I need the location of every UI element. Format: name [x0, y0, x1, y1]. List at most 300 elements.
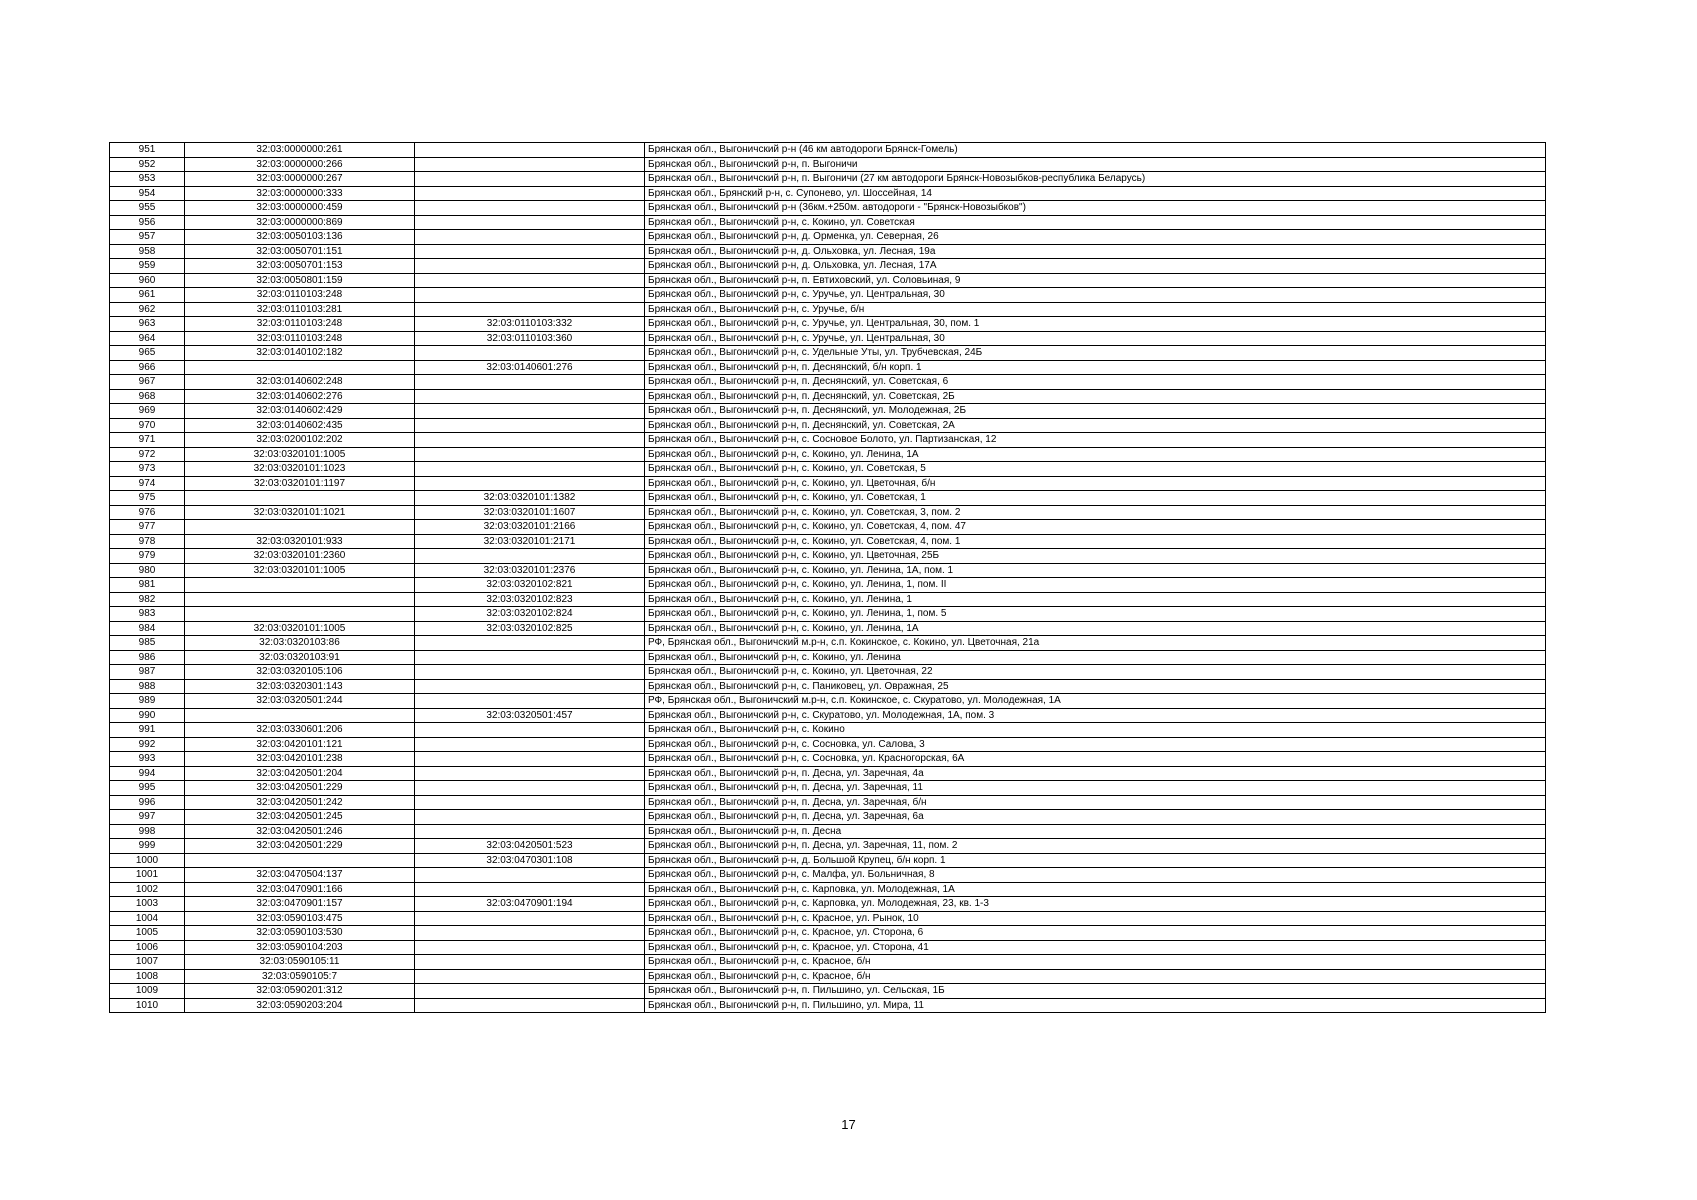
- table-row: [110, 955, 1546, 970]
- address-cell: Брянская обл., Выгоничский р-н, с. Удельные Уты, ул. Трубчевская, 24Б: [645, 346, 1546, 361]
- table-row: [110, 273, 1546, 288]
- address-cell: Брянская обл., Выгоничский р-н (46 км автодороги Брянск-Гомель): [645, 143, 1546, 158]
- building-cadastral-number-cell: 32:03:0320101:2376: [415, 563, 645, 578]
- table-row: [110, 172, 1546, 187]
- table-row: [110, 389, 1546, 404]
- table-row: [110, 781, 1546, 796]
- building-cadastral-number-cell: [415, 737, 645, 752]
- building-cadastral-number-cell: [415, 302, 645, 317]
- address-cell: Брянская обл., Выгоничский р-н, с. Кокино, ул. Ленина, 1А, пом. 1: [645, 563, 1546, 578]
- building-cadastral-number-cell: [415, 346, 645, 361]
- building-cadastral-number-cell: [415, 288, 645, 303]
- building-cadastral-number-cell: 32:03:0320102:824: [415, 607, 645, 622]
- cadastral-number-cell: [185, 520, 415, 535]
- address-cell: Брянская обл., Выгоничский р-н, с. Уручье, ул. Центральная, 30, пом. 1: [645, 317, 1546, 332]
- building-cadastral-number-cell: [415, 650, 645, 665]
- building-cadastral-number-cell: [415, 665, 645, 680]
- building-cadastral-number-cell: 32:03:0320101:2166: [415, 520, 645, 535]
- address-cell: Брянская обл., Выгоничский р-н, с. Кокино, ул. Ленина, 1А: [645, 447, 1546, 462]
- row-number-cell: 998: [110, 824, 185, 839]
- building-cadastral-number-cell: [415, 186, 645, 201]
- cadastral-number-cell: 32:03:0590103:530: [185, 926, 415, 941]
- building-cadastral-number-cell: [415, 143, 645, 158]
- building-cadastral-number-cell: [415, 259, 645, 274]
- row-number-cell: 1005: [110, 926, 185, 941]
- address-cell: Брянская обл., Выгоничский р-н, с. Кокино, ул. Ленина: [645, 650, 1546, 665]
- cadastral-number-cell: [185, 853, 415, 868]
- cadastral-number-cell: 32:03:0420501:229: [185, 839, 415, 854]
- table-row: [110, 288, 1546, 303]
- table-row: [110, 157, 1546, 172]
- building-cadastral-number-cell: [415, 926, 645, 941]
- cadastral-number-cell: 32:03:0590105:7: [185, 969, 415, 984]
- table-row: [110, 679, 1546, 694]
- address-cell: Брянская обл., Выгоничский р-н, с. Карповка, ул. Молодежная, 1А: [645, 882, 1546, 897]
- address-cell: Брянская обл., Выгоничский р-н, п. Пильшино, ул. Мира, 11: [645, 998, 1546, 1013]
- row-number-cell: 971: [110, 433, 185, 448]
- address-cell: Брянская обл., Выгоничский р-н, п. Десна: [645, 824, 1546, 839]
- cadastral-number-cell: 32:03:0320105:106: [185, 665, 415, 680]
- row-number-cell: 984: [110, 621, 185, 636]
- address-cell: Брянская обл., Выгоничский р-н, п. Десна, ул. Заречная, 4а: [645, 766, 1546, 781]
- building-cadastral-number-cell: [415, 433, 645, 448]
- table-row: [110, 795, 1546, 810]
- table-row: [110, 665, 1546, 680]
- table-row: [110, 230, 1546, 245]
- cadastral-number-cell: 32:03:0000000:333: [185, 186, 415, 201]
- address-cell: Брянская обл., Выгоничский р-н, с. Кокино, ул. Цветочная, 25Б: [645, 549, 1546, 564]
- cadastral-number-cell: 32:03:0330601:206: [185, 723, 415, 738]
- row-number-cell: 997: [110, 810, 185, 825]
- row-number-cell: 959: [110, 259, 185, 274]
- building-cadastral-number-cell: [415, 375, 645, 390]
- building-cadastral-number-cell: [415, 940, 645, 955]
- row-number-cell: 999: [110, 839, 185, 854]
- address-cell: Брянская обл., Выгоничский р-н, п. Выгоничи: [645, 157, 1546, 172]
- cadastral-number-cell: 32:03:0140102:182: [185, 346, 415, 361]
- cadastral-number-cell: 32:03:0320101:1197: [185, 476, 415, 491]
- address-cell: Брянская обл., Выгоничский р-н, п. Деснянский, ул. Советская, 2А: [645, 418, 1546, 433]
- building-cadastral-number-cell: [415, 969, 645, 984]
- building-cadastral-number-cell: [415, 679, 645, 694]
- row-number-cell: 983: [110, 607, 185, 622]
- row-number-cell: 1006: [110, 940, 185, 955]
- address-cell: Брянская обл., Выгоничский р-н, п. Десна, ул. Заречная, б/н: [645, 795, 1546, 810]
- cadastral-number-cell: 32:03:0420501:245: [185, 810, 415, 825]
- building-cadastral-number-cell: [415, 549, 645, 564]
- row-number-cell: 985: [110, 636, 185, 651]
- row-number-cell: 978: [110, 534, 185, 549]
- table-row: [110, 636, 1546, 651]
- building-cadastral-number-cell: 32:03:0320102:823: [415, 592, 645, 607]
- building-cadastral-number-cell: [415, 418, 645, 433]
- cadastral-number-cell: 32:03:0200102:202: [185, 433, 415, 448]
- cadastral-number-cell: [185, 491, 415, 506]
- cadastral-number-cell: 32:03:0470901:166: [185, 882, 415, 897]
- building-cadastral-number-cell: [415, 447, 645, 462]
- address-cell: РФ, Брянская обл., Выгоничский м.р-н, с.п. Кокинское, с. Скуратово, ул. Молодежная, 1А: [645, 694, 1546, 709]
- cadastral-number-cell: 32:03:0050801:159: [185, 273, 415, 288]
- building-cadastral-number-cell: 32:03:0110103:332: [415, 317, 645, 332]
- cadastral-number-cell: 32:03:0320101:1023: [185, 462, 415, 477]
- address-cell: Брянская обл., Брянский р-н, с. Супонево, ул. Шоссейная, 14: [645, 186, 1546, 201]
- address-cell: Брянская обл., Выгоничский р-н, с. Кокино, ул. Цветочная, б/н: [645, 476, 1546, 491]
- cadastral-number-cell: 32:03:0110103:281: [185, 302, 415, 317]
- building-cadastral-number-cell: [415, 230, 645, 245]
- cadastral-number-cell: 32:03:0050701:153: [185, 259, 415, 274]
- table-row: [110, 810, 1546, 825]
- row-number-cell: 956: [110, 215, 185, 230]
- table-row: [110, 346, 1546, 361]
- building-cadastral-number-cell: [415, 636, 645, 651]
- row-number-cell: 988: [110, 679, 185, 694]
- table-row: [110, 752, 1546, 767]
- row-number-cell: 1008: [110, 969, 185, 984]
- address-cell: Брянская обл., Выгоничский р-н, с. Кокино, ул. Советская, 3, пом. 2: [645, 505, 1546, 520]
- table-row: [110, 563, 1546, 578]
- building-cadastral-number-cell: [415, 172, 645, 187]
- building-cadastral-number-cell: [415, 955, 645, 970]
- address-cell: Брянская обл., Выгоничский р-н, с. Уручье, б/н: [645, 302, 1546, 317]
- table-row: [110, 447, 1546, 462]
- address-cell: Брянская обл., Выгоничский р-н, с. Красное, б/н: [645, 969, 1546, 984]
- building-cadastral-number-cell: [415, 868, 645, 883]
- building-cadastral-number-cell: [415, 766, 645, 781]
- cadastral-number-cell: 32:03:0320103:91: [185, 650, 415, 665]
- building-cadastral-number-cell: [415, 273, 645, 288]
- table-row: [110, 360, 1546, 375]
- cadastral-number-cell: 32:03:0110103:248: [185, 288, 415, 303]
- row-number-cell: 996: [110, 795, 185, 810]
- address-cell: Брянская обл., Выгоничский р-н, п. Деснянский, ул. Молодежная, 2Б: [645, 404, 1546, 419]
- address-cell: Брянская обл., Выгоничский р-н, с. Кокино, ул. Советская, 1: [645, 491, 1546, 506]
- cadastral-number-cell: 32:03:0000000:267: [185, 172, 415, 187]
- cadastral-number-cell: 32:03:0420501:242: [185, 795, 415, 810]
- building-cadastral-number-cell: 32:03:0140601:276: [415, 360, 645, 375]
- row-number-cell: 968: [110, 389, 185, 404]
- cadastral-number-cell: 32:03:0320103:86: [185, 636, 415, 651]
- cadastral-number-cell: [185, 578, 415, 593]
- row-number-cell: 993: [110, 752, 185, 767]
- table-row: [110, 940, 1546, 955]
- property-table: [109, 142, 1546, 1013]
- table-row: [110, 534, 1546, 549]
- row-number-cell: 964: [110, 331, 185, 346]
- address-cell: Брянская обл., Выгоничский р-н, с. Малфа, ул. Больничная, 8: [645, 868, 1546, 883]
- row-number-cell: 951: [110, 143, 185, 158]
- page-number: 17: [841, 1117, 856, 1132]
- cadastral-number-cell: 32:03:0320101:1005: [185, 621, 415, 636]
- table-row: [110, 911, 1546, 926]
- row-number-cell: 954: [110, 186, 185, 201]
- row-number-cell: 958: [110, 244, 185, 259]
- address-cell: Брянская обл., Выгоничский р-н, п. Выгоничи (27 км автодороги Брянск-Новозыбков-республика Беларусь): [645, 172, 1546, 187]
- table-row: [110, 897, 1546, 912]
- table-row: [110, 375, 1546, 390]
- row-number-cell: 955: [110, 201, 185, 216]
- cadastral-number-cell: 32:03:0420101:121: [185, 737, 415, 752]
- cadastral-number-cell: 32:03:0000000:266: [185, 157, 415, 172]
- row-number-cell: 989: [110, 694, 185, 709]
- address-cell: Брянская обл., Выгоничский р-н, с. Красное, б/н: [645, 955, 1546, 970]
- cadastral-number-cell: 32:03:0320101:2360: [185, 549, 415, 564]
- building-cadastral-number-cell: [415, 911, 645, 926]
- address-cell: Брянская обл., Выгоничский р-н, с. Скуратово, ул. Молодежная, 1А, пом. 3: [645, 708, 1546, 723]
- building-cadastral-number-cell: 32:03:0320101:1607: [415, 505, 645, 520]
- table-row: [110, 404, 1546, 419]
- cadastral-number-cell: 32:03:0420501:246: [185, 824, 415, 839]
- table-row: [110, 708, 1546, 723]
- row-number-cell: 994: [110, 766, 185, 781]
- address-cell: Брянская обл., Выгоничский р-н, п. Деснянский, ул. Советская, 6: [645, 375, 1546, 390]
- table-row: [110, 143, 1546, 158]
- cadastral-number-cell: 32:03:0050103:136: [185, 230, 415, 245]
- table-row: [110, 186, 1546, 201]
- row-number-cell: 995: [110, 781, 185, 796]
- table-row: [110, 259, 1546, 274]
- table-row: [110, 607, 1546, 622]
- row-number-cell: 1003: [110, 897, 185, 912]
- table-row: [110, 766, 1546, 781]
- building-cadastral-number-cell: 32:03:0320101:2171: [415, 534, 645, 549]
- building-cadastral-number-cell: [415, 824, 645, 839]
- address-cell: Брянская обл., Выгоничский р-н, п. Деснянский, б/н корп. 1: [645, 360, 1546, 375]
- row-number-cell: 980: [110, 563, 185, 578]
- building-cadastral-number-cell: [415, 244, 645, 259]
- cadastral-number-cell: 32:03:0110103:248: [185, 317, 415, 332]
- table-row: [110, 520, 1546, 535]
- building-cadastral-number-cell: 32:03:0320501:457: [415, 708, 645, 723]
- cadastral-number-cell: 32:03:0420501:204: [185, 766, 415, 781]
- address-cell: Брянская обл., Выгоничский р-н, с. Уручье, ул. Центральная, 30: [645, 288, 1546, 303]
- table-row: [110, 839, 1546, 854]
- table-row: [110, 578, 1546, 593]
- cadastral-number-cell: 32:03:0000000:869: [185, 215, 415, 230]
- row-number-cell: 977: [110, 520, 185, 535]
- table-row: [110, 462, 1546, 477]
- cadastral-number-cell: [185, 708, 415, 723]
- building-cadastral-number-cell: [415, 201, 645, 216]
- table-row: [110, 882, 1546, 897]
- building-cadastral-number-cell: 32:03:0320101:1382: [415, 491, 645, 506]
- address-cell: Брянская обл., Выгоничский р-н, с. Сосновка, ул. Салова, 3: [645, 737, 1546, 752]
- table-row: [110, 505, 1546, 520]
- building-cadastral-number-cell: [415, 810, 645, 825]
- table-row: [110, 476, 1546, 491]
- row-number-cell: 990: [110, 708, 185, 723]
- cadastral-number-cell: 32:03:0140602:435: [185, 418, 415, 433]
- row-number-cell: 982: [110, 592, 185, 607]
- row-number-cell: 970: [110, 418, 185, 433]
- row-number-cell: 976: [110, 505, 185, 520]
- building-cadastral-number-cell: [415, 462, 645, 477]
- address-cell: Брянская обл., Выгоничский р-н, с. Кокино, ул. Ленина, 1А: [645, 621, 1546, 636]
- row-number-cell: 986: [110, 650, 185, 665]
- cadastral-number-cell: [185, 592, 415, 607]
- address-cell: Брянская обл., Выгоничский р-н, с. Красное, ул. Рынок, 10: [645, 911, 1546, 926]
- table-row: [110, 549, 1546, 564]
- row-number-cell: 987: [110, 665, 185, 680]
- cadastral-number-cell: 32:03:0320101:1005: [185, 447, 415, 462]
- row-number-cell: 969: [110, 404, 185, 419]
- row-number-cell: 961: [110, 288, 185, 303]
- address-cell: Брянская обл., Выгоничский р-н, с. Кокино, ул. Советская, 4, пом. 47: [645, 520, 1546, 535]
- table-row: [110, 418, 1546, 433]
- cadastral-number-cell: 32:03:0140602:276: [185, 389, 415, 404]
- table-body: [110, 143, 1546, 1013]
- row-number-cell: 957: [110, 230, 185, 245]
- address-cell: Брянская обл., Выгоничский р-н, п. Десна, ул. Заречная, 11: [645, 781, 1546, 796]
- address-cell: Брянская обл., Выгоничский р-н, п. Пильшино, ул. Сельская, 1Б: [645, 984, 1546, 999]
- row-number-cell: 975: [110, 491, 185, 506]
- cadastral-number-cell: 32:03:0470901:157: [185, 897, 415, 912]
- row-number-cell: 992: [110, 737, 185, 752]
- address-cell: Брянская обл., Выгоничский р-н, с. Кокино, ул. Ленина, 1: [645, 592, 1546, 607]
- table-row: [110, 723, 1546, 738]
- row-number-cell: 1002: [110, 882, 185, 897]
- address-cell: Брянская обл., Выгоничский р-н, д. Большой Крупец, б/н корп. 1: [645, 853, 1546, 868]
- address-cell: Брянская обл., Выгоничский р-н, с. Кокино, ул. Ленина, 1, пом. 5: [645, 607, 1546, 622]
- building-cadastral-number-cell: [415, 723, 645, 738]
- address-cell: Брянская обл., Выгоничский р-н (36км.+250м. автодороги - "Брянск-Новозыбков"): [645, 201, 1546, 216]
- building-cadastral-number-cell: 32:03:0110103:360: [415, 331, 645, 346]
- building-cadastral-number-cell: 32:03:0320102:821: [415, 578, 645, 593]
- table-row: [110, 868, 1546, 883]
- building-cadastral-number-cell: [415, 215, 645, 230]
- address-cell: Брянская обл., Выгоничский р-н, с. Уручье, ул. Центральная, 30: [645, 331, 1546, 346]
- table-row: [110, 215, 1546, 230]
- table-row: [110, 491, 1546, 506]
- table-row: [110, 244, 1546, 259]
- cadastral-number-cell: 32:03:0320501:244: [185, 694, 415, 709]
- table-row: [110, 737, 1546, 752]
- row-number-cell: 1000: [110, 853, 185, 868]
- cadastral-number-cell: 32:03:0320101:1005: [185, 563, 415, 578]
- building-cadastral-number-cell: [415, 694, 645, 709]
- table-row: [110, 317, 1546, 332]
- cadastral-number-cell: 32:03:0590201:312: [185, 984, 415, 999]
- address-cell: Брянская обл., Выгоничский р-н, п. Десна, ул. Заречная, 6а: [645, 810, 1546, 825]
- cadastral-number-cell: 32:03:0000000:261: [185, 143, 415, 158]
- address-cell: Брянская обл., Выгоничский р-н, с. Карповка, ул. Молодежная, 23, кв. 1-3: [645, 897, 1546, 912]
- table-row: [110, 302, 1546, 317]
- table-row: [110, 853, 1546, 868]
- row-number-cell: 1007: [110, 955, 185, 970]
- cadastral-number-cell: 32:03:0590103:475: [185, 911, 415, 926]
- row-number-cell: 1010: [110, 998, 185, 1013]
- row-number-cell: 967: [110, 375, 185, 390]
- table-row: [110, 926, 1546, 941]
- address-cell: Брянская обл., Выгоничский р-н, с. Кокино: [645, 723, 1546, 738]
- address-cell: Брянская обл., Выгоничский р-н, с. Кокино, ул. Советская, 4, пом. 1: [645, 534, 1546, 549]
- row-number-cell: 972: [110, 447, 185, 462]
- building-cadastral-number-cell: [415, 781, 645, 796]
- table-row: [110, 201, 1546, 216]
- table-row: [110, 621, 1546, 636]
- address-cell: Брянская обл., Выгоничский р-н, д. Ольховка, ул. Лесная, 17А: [645, 259, 1546, 274]
- address-cell: Брянская обл., Выгоничский р-н, с. Кокино, ул. Цветочная, 22: [645, 665, 1546, 680]
- address-cell: Брянская обл., Выгоничский р-н, с. Паниковец, ул. Овражная, 25: [645, 679, 1546, 694]
- table-row: [110, 433, 1546, 448]
- row-number-cell: 966: [110, 360, 185, 375]
- cadastral-number-cell: 32:03:0050701:151: [185, 244, 415, 259]
- row-number-cell: 1001: [110, 868, 185, 883]
- building-cadastral-number-cell: [415, 752, 645, 767]
- table-row: [110, 824, 1546, 839]
- row-number-cell: 952: [110, 157, 185, 172]
- row-number-cell: 991: [110, 723, 185, 738]
- table-row: [110, 969, 1546, 984]
- row-number-cell: 981: [110, 578, 185, 593]
- address-cell: Брянская обл., Выгоничский р-н, д. Орменка, ул. Северная, 26: [645, 230, 1546, 245]
- table-row: [110, 592, 1546, 607]
- address-cell: Брянская обл., Выгоничский р-н, с. Сосновое Болото, ул. Партизанская, 12: [645, 433, 1546, 448]
- row-number-cell: 1004: [110, 911, 185, 926]
- building-cadastral-number-cell: [415, 984, 645, 999]
- table-row: [110, 650, 1546, 665]
- address-cell: Брянская обл., Выгоничский р-н, с. Красное, ул. Сторона, 6: [645, 926, 1546, 941]
- building-cadastral-number-cell: 32:03:0470901:194: [415, 897, 645, 912]
- building-cadastral-number-cell: [415, 998, 645, 1013]
- cadastral-number-cell: [185, 607, 415, 622]
- cadastral-number-cell: 32:03:0420101:238: [185, 752, 415, 767]
- cadastral-number-cell: 32:03:0420501:229: [185, 781, 415, 796]
- address-cell: Брянская обл., Выгоничский р-н, д. Ольховка, ул. Лесная, 19а: [645, 244, 1546, 259]
- table-row: [110, 331, 1546, 346]
- building-cadastral-number-cell: [415, 404, 645, 419]
- cadastral-number-cell: 32:03:0320101:1021: [185, 505, 415, 520]
- address-cell: Брянская обл., Выгоничский р-н, с. Красное, ул. Сторона, 41: [645, 940, 1546, 955]
- row-number-cell: 960: [110, 273, 185, 288]
- cadastral-number-cell: 32:03:0320301:143: [185, 679, 415, 694]
- address-cell: Брянская обл., Выгоничский р-н, с. Кокино, ул. Советская, 5: [645, 462, 1546, 477]
- row-number-cell: 973: [110, 462, 185, 477]
- table-row: [110, 694, 1546, 709]
- cadastral-number-cell: 32:03:0000000:459: [185, 201, 415, 216]
- row-number-cell: 963: [110, 317, 185, 332]
- building-cadastral-number-cell: 32:03:0420501:523: [415, 839, 645, 854]
- row-number-cell: 965: [110, 346, 185, 361]
- building-cadastral-number-cell: [415, 882, 645, 897]
- row-number-cell: 962: [110, 302, 185, 317]
- address-cell: Брянская обл., Выгоничский р-н, с. Кокино, ул. Советская: [645, 215, 1546, 230]
- building-cadastral-number-cell: [415, 389, 645, 404]
- building-cadastral-number-cell: [415, 476, 645, 491]
- cadastral-number-cell: [185, 360, 415, 375]
- address-cell: Брянская обл., Выгоничский р-н, п. Евтиховский, ул. Соловьиная, 9: [645, 273, 1546, 288]
- row-number-cell: 979: [110, 549, 185, 564]
- address-cell: Брянская обл., Выгоничский р-н, п. Десна, ул. Заречная, 11, пом. 2: [645, 839, 1546, 854]
- cadastral-number-cell: 32:03:0590105:11: [185, 955, 415, 970]
- address-cell: Брянская обл., Выгоничский р-н, п. Деснянский, ул. Советская, 2Б: [645, 389, 1546, 404]
- building-cadastral-number-cell: [415, 157, 645, 172]
- building-cadastral-number-cell: 32:03:0470301:108: [415, 853, 645, 868]
- table-row: [110, 998, 1546, 1013]
- row-number-cell: 953: [110, 172, 185, 187]
- cadastral-number-cell: 32:03:0590203:204: [185, 998, 415, 1013]
- cadastral-number-cell: 32:03:0140602:429: [185, 404, 415, 419]
- row-number-cell: 974: [110, 476, 185, 491]
- building-cadastral-number-cell: [415, 795, 645, 810]
- building-cadastral-number-cell: 32:03:0320102:825: [415, 621, 645, 636]
- cadastral-number-cell: 32:03:0140602:248: [185, 375, 415, 390]
- address-cell: РФ, Брянская обл., Выгоничский м.р-н, с.п. Кокинское, с. Кокино, ул. Цветочная, 21а: [645, 636, 1546, 651]
- table-row: [110, 984, 1546, 999]
- row-number-cell: 1009: [110, 984, 185, 999]
- cadastral-number-cell: 32:03:0110103:248: [185, 331, 415, 346]
- cadastral-number-cell: 32:03:0320101:933: [185, 534, 415, 549]
- address-cell: Брянская обл., Выгоничский р-н, с. Сосновка, ул. Красногорская, 6А: [645, 752, 1546, 767]
